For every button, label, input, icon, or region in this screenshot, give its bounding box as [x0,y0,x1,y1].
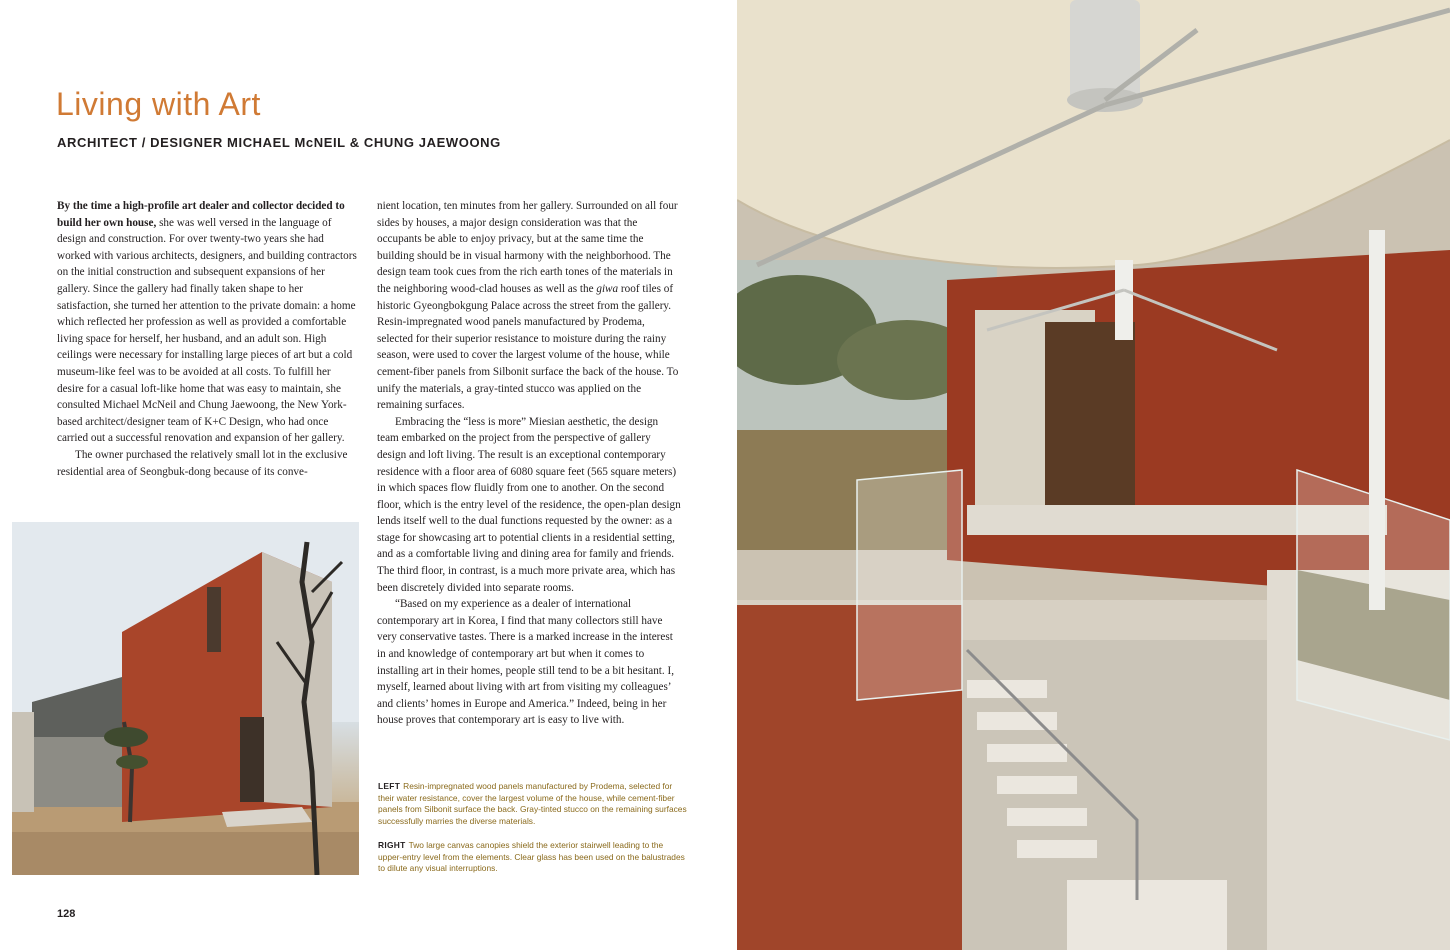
body-column-1 [57,198,357,480]
page-number: 128 [57,908,76,920]
paragraph [377,198,681,414]
paragraph [57,198,357,447]
article-title: Living with Art [56,86,261,122]
article-byline: ARCHITECT / DESIGNER MICHAEL McNEIL & CHUNG JAEWOONG [57,135,501,150]
caption-label: LEFT [378,781,401,791]
caption-right [378,840,688,875]
paragraph: The owner purchased the relatively small lot in the exclusive residential area of Seongbuk-dong because of its conve- [57,448,348,478]
italic-term: giwa [596,282,619,295]
caption-text: Two large canvas canopies shield the exterior stairwell leading to the upper-entry level from the elements. Clear glass has been used on the balustrades to dilute any visual interruptions. [378,840,685,873]
paragraph: “Based on my experience as a dealer of international contemporary art in Korea, I find that many collectors still have very conservative tastes. There is a marked increase in the interest in and knowledge of contemporary art but when it comes to installing art in their homes, people still tend to be a bit hesitant. I, myself, learned about living with art from visiting my colleagues’ and clients’ homes in Europe and America.” Indeed, being in her house proves that contemporary art is easy to live with. [377,598,675,727]
paragraph-text: nient location, ten minutes from her gallery. Surrounded on all four sides by houses, a major design consideration was that the occupants be able to enjoy privacy, but at the same time the building should be in visual harmony with the neighborhood. The design team took cues from the rich earth tones of the materials in the neighboring wood-clad houses as well as the [377,200,678,295]
paragraph-text: roof tiles of historic Gyeongbokgung Palace across the street from the gallery. Resin-impregnated wood panels manufactured by Prodema, selected for their superior resistance to moisture during the rainy season, were used to cover the largest volume of the house, while cement-fiber panels from Silbonit surface the back of the house. To unify the materials, a gray-tinted stucco was applied on the remaining surfaces. [377,282,679,412]
caption-text: Resin-impregnated wood panels manufactured by Prodema, selected for their water resistance, cover the largest volume of the house, while cement-fiber panels from Silbonit surface the back. Gray-tinted stucco on the remaining surfaces successfully marries the diverse materials. [378,781,687,826]
lead-in: By the time a high-profile art dealer and collector decided to build her own house, [57,200,345,229]
canopy-stairwell-photo [737,0,1450,950]
caption-label: RIGHT [378,840,406,850]
body-column-2 [377,198,681,729]
paragraph-text: she was well versed in the language of design and construction. For over twenty-two years she had worked with various architects, designers, and building contractors on the initial construction and subsequent expansions of her gallery. Since the gallery had finally taken shape to her satisfaction, she turned her attention to the private domain: a home which reflected her profession as well as provided a comfortable living space for herself, her husband, and an adult son. High ceilings were necessary for installing large pieces of art but a cold museum-like feel was to be avoided at all costs. To fulfill her desire for a casual loft-like home that was easy to maintain, she consulted Michael McNeil and Chung Jaewoong, the New York-based architect/designer team of K+C Design, who had once carried out a successful renovation and expansion of her gallery. [57,216,357,445]
house-exterior-photo [12,522,359,875]
paragraph: Embracing the “less is more” Miesian aesthetic, the design team embarked on the project from the perspective of gallery design and loft living. The result is an exceptional contemporary residence with a floor area of 6080 square feet (565 square meters) in which spaces flow fluidly from one to another. On the second floor, which is the entry level of the residence, the open-plan design lends itself well to the dual functions requested by the owner: as a stage for showcasing art to potential clients in a residential setting, and as a comfortable living and dining area for family and friends. The third floor, in contrast, is a much more private area, which has been discretely divided into separate rooms. [377,415,681,594]
caption-left [378,781,688,827]
